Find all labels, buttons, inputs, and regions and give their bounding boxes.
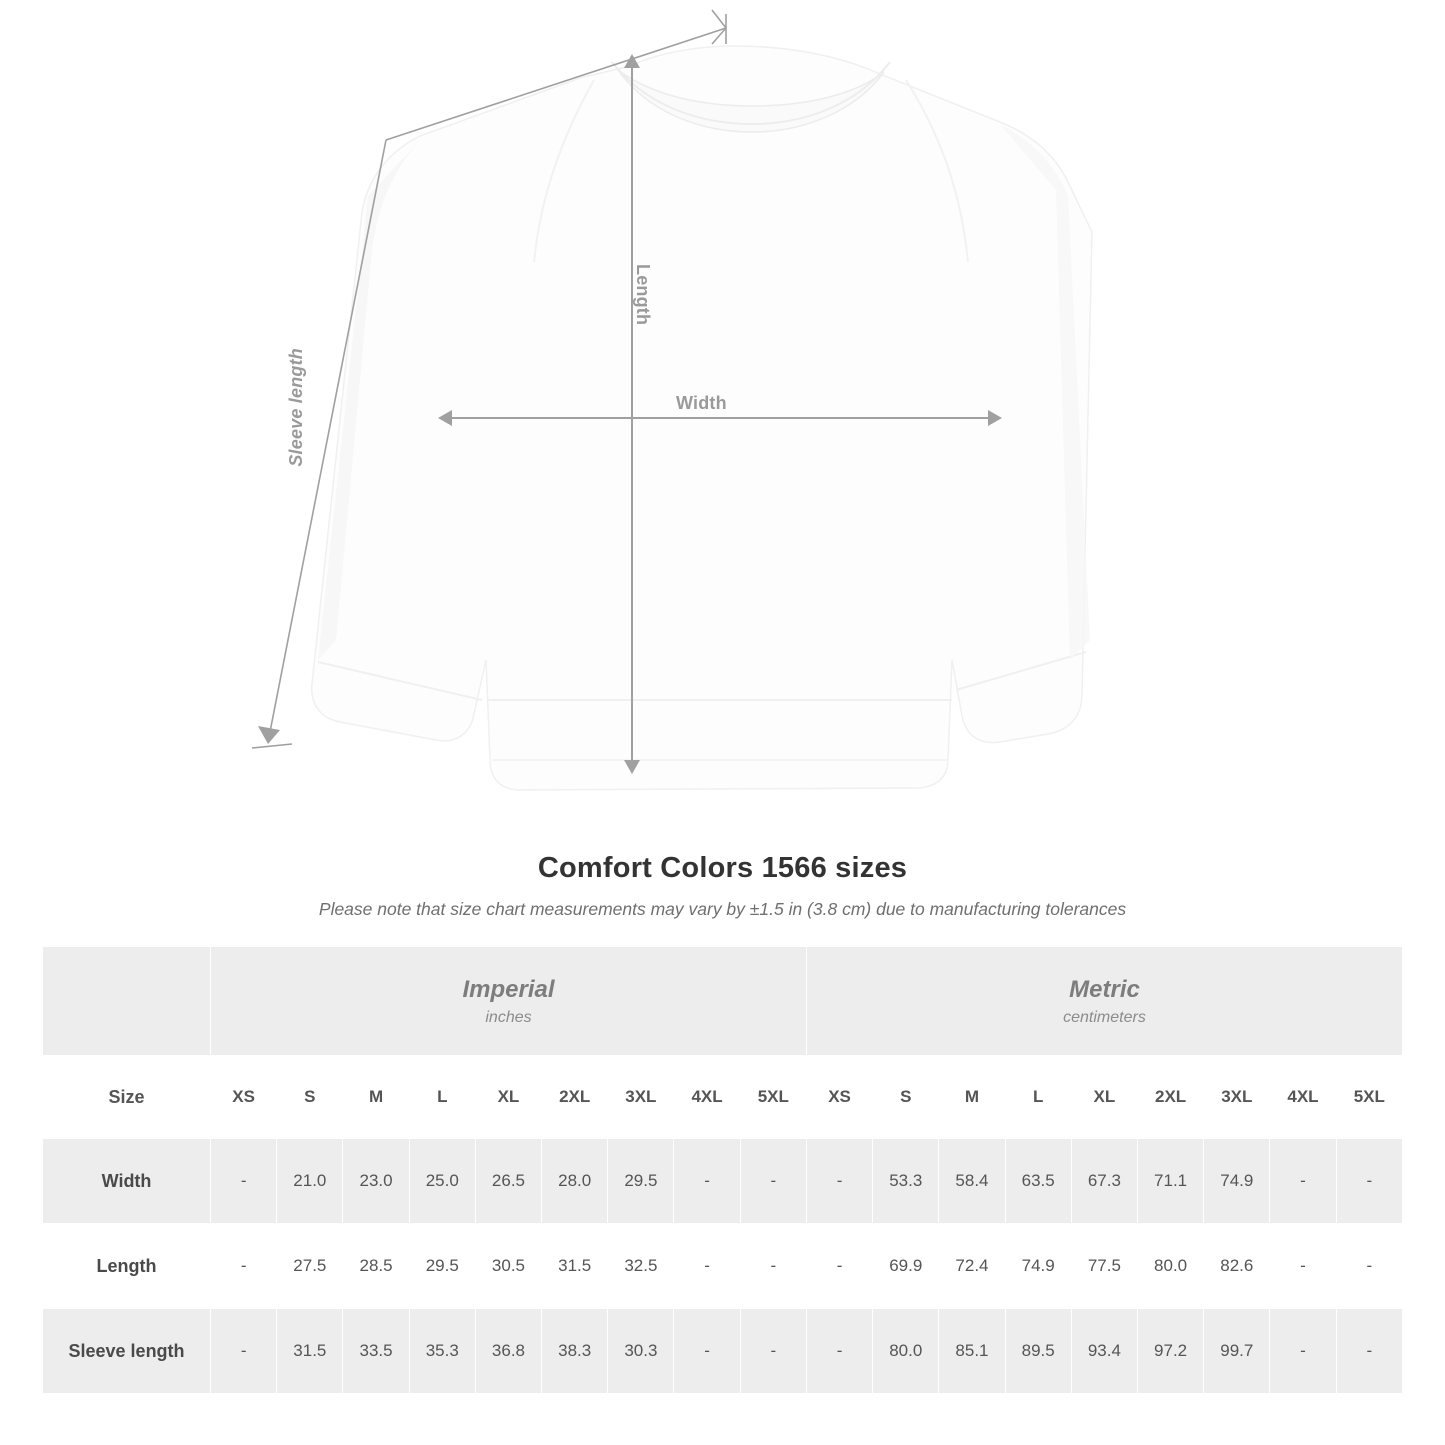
imperial-unit-header-sub: inches [485,1009,532,1026]
metric-unit-header [806,947,1402,1056]
measurement-cell: - [806,1139,872,1224]
measurement-cell: 89.5 [1005,1309,1071,1394]
metric-unit-header-sub: centimeters [1063,1009,1146,1026]
measurement-cell: 58.4 [939,1139,1005,1224]
size-table-wrapper [42,946,1403,1394]
size-header-cell: XL [1071,1056,1137,1139]
size-table [42,946,1403,1394]
length-dimension-label: Length [633,264,653,326]
size-header-cell: XS [211,1056,277,1139]
measurement-cell: - [1336,1309,1402,1394]
measurement-cell: - [1270,1309,1336,1394]
measurement-cell: 30.3 [608,1309,674,1394]
size-header-cell: XS [806,1056,872,1139]
table-row [43,1139,1403,1224]
measurement-cell: 31.5 [542,1224,608,1309]
size-header-cell: 3XL [608,1056,674,1139]
size-header-cell: L [1005,1056,1071,1139]
measurement-cell: 69.9 [873,1224,939,1309]
row-header-cell: Sleeve length [43,1309,211,1394]
size-header-cell: XL [475,1056,541,1139]
size-header-cell: M [939,1056,1005,1139]
measurement-cell: - [740,1309,806,1394]
metric-unit-header-name: Metric [1069,976,1140,1003]
imperial-unit-header [211,947,807,1056]
measurement-cell: 53.3 [873,1139,939,1224]
size-header-cell: 5XL [740,1056,806,1139]
measurement-cell: 28.5 [343,1224,409,1309]
size-header-cell: 2XL [542,1056,608,1139]
measurement-cell: 85.1 [939,1309,1005,1394]
measurement-cell: - [211,1139,277,1224]
measurement-cell: 63.5 [1005,1139,1071,1224]
measurement-cell: 71.1 [1137,1139,1203,1224]
measurement-cell: 31.5 [277,1309,343,1394]
size-header-cell: S [873,1056,939,1139]
size-header-cell: S [277,1056,343,1139]
measurement-cell: 27.5 [277,1224,343,1309]
measurement-cell: 67.3 [1071,1139,1137,1224]
measurement-cell: 80.0 [1137,1224,1203,1309]
width-dimension-label: Width [676,393,727,413]
measurement-cell: 36.8 [475,1309,541,1394]
measurement-cell: 25.0 [409,1139,475,1224]
table-row [43,1224,1403,1309]
row-header-cell: Width [43,1139,211,1224]
measurement-cell: - [211,1224,277,1309]
measurement-cell: 72.4 [939,1224,1005,1309]
measurement-cell: 33.5 [343,1309,409,1394]
unit-row-spacer [43,947,211,1056]
size-header-cell: 3XL [1204,1056,1270,1139]
measurement-cell: - [674,1309,740,1394]
measurement-cell: 29.5 [409,1224,475,1309]
measurement-cell: 35.3 [409,1309,475,1394]
measurement-cell: 30.5 [475,1224,541,1309]
measurement-cell: - [674,1224,740,1309]
measurement-cell: 93.4 [1071,1309,1137,1394]
measurement-cell: - [740,1139,806,1224]
measurement-cell: - [740,1224,806,1309]
measurement-cell: 74.9 [1204,1139,1270,1224]
imperial-unit-header-name: Imperial [462,976,555,1003]
measurement-cell: - [806,1309,872,1394]
measurement-cell: 32.5 [608,1224,674,1309]
measurement-cell: - [806,1224,872,1309]
measurement-cell: - [674,1139,740,1224]
measurement-cell: 97.2 [1137,1309,1203,1394]
size-column-header: Size [43,1056,211,1139]
row-header-cell: Length [43,1224,211,1309]
measurement-cell: - [1336,1139,1402,1224]
measurement-cell: 99.7 [1204,1309,1270,1394]
size-header-cell: 5XL [1336,1056,1402,1139]
unit-header-row [43,947,1403,1056]
measurement-cell: 82.6 [1204,1224,1270,1309]
measurement-cell: 28.0 [542,1139,608,1224]
measurement-cell: 26.5 [475,1139,541,1224]
measurement-cell: 77.5 [1071,1224,1137,1309]
measurement-cell: - [1270,1139,1336,1224]
measurement-cell: - [1270,1224,1336,1309]
measurement-cell: 23.0 [343,1139,409,1224]
sleeve-length-dimension-label: Sleeve length [286,348,306,467]
measurement-cell: 74.9 [1005,1224,1071,1309]
measurement-cell: - [211,1309,277,1394]
size-header-cell: M [343,1056,409,1139]
measurement-cell: 29.5 [608,1139,674,1224]
measurement-cell: - [1336,1224,1402,1309]
table-row [43,1309,1403,1394]
size-header-cell: 4XL [1270,1056,1336,1139]
size-header-cell: L [409,1056,475,1139]
page-title: Comfort Colors 1566 sizes [537,852,908,884]
size-header-cell: 2XL [1137,1056,1203,1139]
size-header-cell: 4XL [674,1056,740,1139]
measurement-cell: 80.0 [873,1309,939,1394]
measurement-cell: 21.0 [277,1139,343,1224]
size-header-row [43,1056,1403,1139]
measurement-tolerance-note: Please note that size chart measurements may vary by ±1.5 in (3.8 cm) due to manufacturing tolerances [318,899,1127,919]
title-block [0,852,1445,920]
measurement-cell: 38.3 [542,1309,608,1394]
